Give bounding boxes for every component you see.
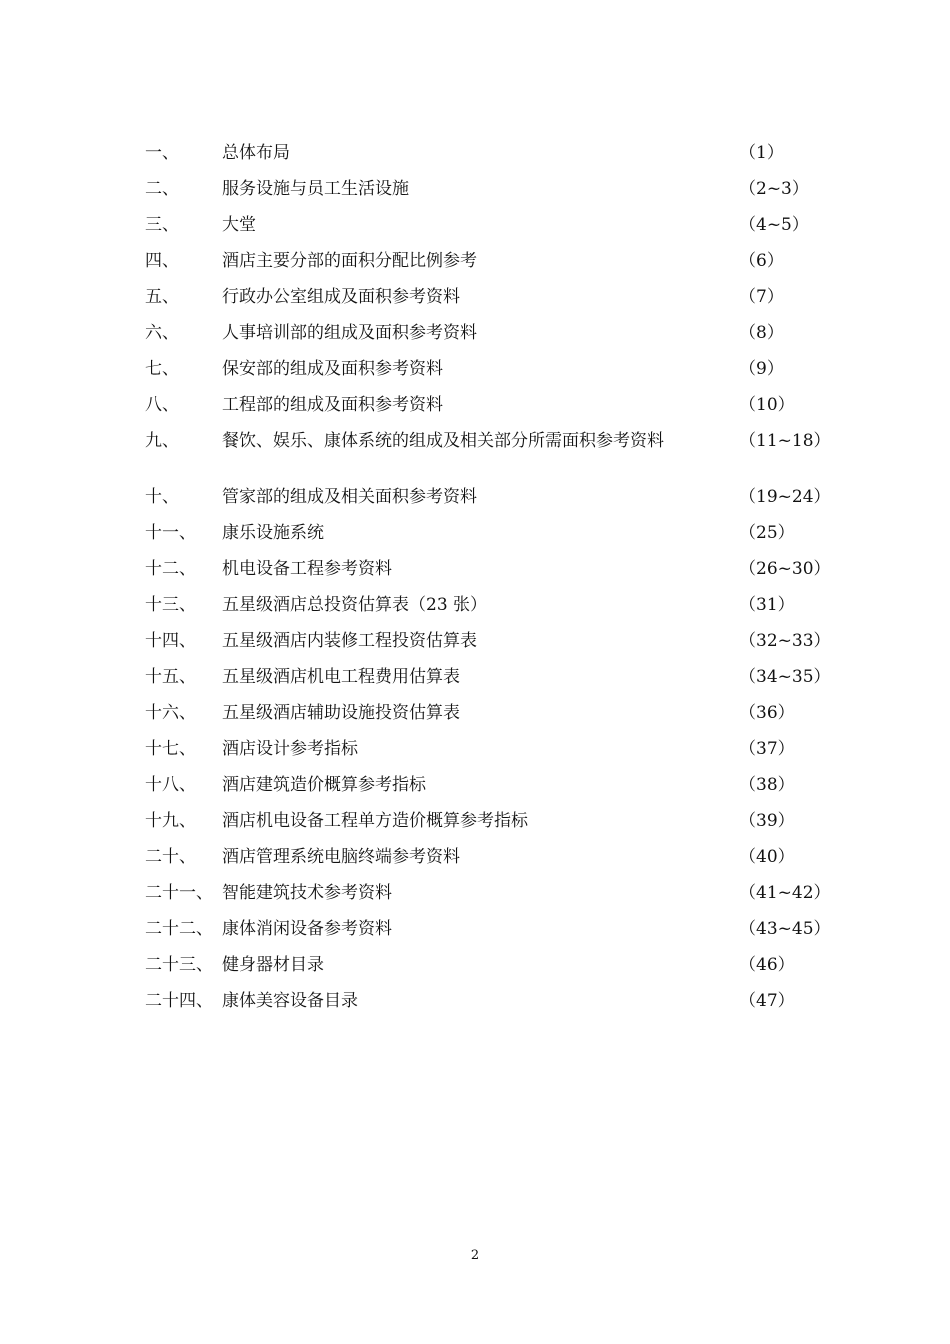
toc-entry-title: 酒店机电设备工程单方造价概算参考指标 <box>222 811 528 831</box>
toc-entry-pages: （36） <box>739 703 795 723</box>
toc-entry <box>145 875 831 911</box>
toc-entry-pages: （41~42） <box>739 883 831 903</box>
toc-entry-title: 餐饮、娱乐、康体系统的组成及相关部分所需面积参考资料 <box>222 431 664 451</box>
toc-entry <box>145 423 831 479</box>
toc-entry-title: 管家部的组成及相关面积参考资料 <box>222 487 477 507</box>
toc-entry-title: 保安部的组成及面积参考资料 <box>222 359 443 379</box>
toc-entry-number: 十一、 <box>145 523 196 543</box>
toc-entry-pages: （38） <box>739 775 795 795</box>
toc-entry-title: 大堂 <box>222 215 256 235</box>
toc-entry-number: 十二、 <box>145 559 196 579</box>
toc-entry-title: 智能建筑技术参考资料 <box>222 883 392 903</box>
toc-entry-title: 酒店建筑造价概算参考指标 <box>222 775 426 795</box>
toc-entry-number: 二十、 <box>145 847 196 867</box>
toc-entry-pages: （31） <box>739 595 795 615</box>
toc-entry <box>145 135 825 171</box>
page-number: 2 <box>470 1248 480 1263</box>
toc-entry <box>145 171 825 207</box>
toc-entry <box>145 947 825 983</box>
toc-entry-number: 十九、 <box>145 811 196 831</box>
toc-entry-number: 三、 <box>145 215 179 235</box>
toc-entry-pages: （26~30） <box>739 559 831 579</box>
toc-entry <box>145 767 825 803</box>
toc-entry <box>145 479 831 515</box>
toc-entry-number: 十七、 <box>145 739 196 759</box>
toc-entry-number: 二十三、 <box>145 955 213 975</box>
toc-entry <box>145 911 831 947</box>
toc-entry-pages: （4~5） <box>739 215 809 235</box>
toc-entry-number: 十八、 <box>145 775 196 795</box>
toc-entry-title: 五星级酒店总投资估算表（23 张） <box>222 595 488 615</box>
toc-entry-pages: （2~3） <box>739 179 809 199</box>
toc-entry <box>145 731 825 767</box>
table-of-contents <box>145 135 831 1019</box>
toc-entry-pages: （46） <box>739 955 795 975</box>
toc-entry <box>145 623 831 659</box>
toc-entry <box>145 803 825 839</box>
toc-entry-title: 五星级酒店辅助设施投资估算表 <box>222 703 460 723</box>
toc-entry <box>145 551 831 587</box>
toc-entry <box>145 387 825 423</box>
toc-entry-pages: （34~35） <box>739 667 831 687</box>
toc-entry-pages: （19~24） <box>739 487 831 507</box>
toc-entry-title: 机电设备工程参考资料 <box>222 559 392 579</box>
toc-entry-pages: （11~18） <box>739 431 831 451</box>
toc-entry <box>145 587 825 623</box>
toc-entry-pages: （37） <box>739 739 795 759</box>
toc-entry-number: 四、 <box>145 251 179 271</box>
toc-entry-pages: （9） <box>739 359 784 379</box>
toc-entry-pages: （25） <box>739 523 795 543</box>
toc-entry-number: 十五、 <box>145 667 196 687</box>
toc-entry-number: 十六、 <box>145 703 196 723</box>
toc-entry-pages: （7） <box>739 287 784 307</box>
toc-entry-pages: （47） <box>739 991 795 1011</box>
toc-entry-number: 七、 <box>145 359 179 379</box>
toc-entry-title: 康体美容设备目录 <box>222 991 358 1011</box>
toc-entry <box>145 351 825 387</box>
toc-entry <box>145 207 825 243</box>
toc-entry-pages: （40） <box>739 847 795 867</box>
toc-entry-number: 二十一、 <box>145 883 213 903</box>
toc-entry <box>145 243 825 279</box>
toc-entry-title: 酒店主要分部的面积分配比例参考 <box>222 251 477 271</box>
toc-entry-title: 工程部的组成及面积参考资料 <box>222 395 443 415</box>
toc-entry-pages: （32~33） <box>739 631 831 651</box>
toc-entry-number: 八、 <box>145 395 179 415</box>
toc-entry-pages: （43~45） <box>739 919 831 939</box>
toc-entry-number: 十三、 <box>145 595 196 615</box>
toc-entry <box>145 515 825 551</box>
toc-entry-pages: （6） <box>739 251 784 271</box>
toc-entry-number: 九、 <box>145 431 179 451</box>
toc-entry-title: 总体布局 <box>222 143 290 163</box>
toc-entry-title: 酒店管理系统电脑终端参考资料 <box>222 847 460 867</box>
toc-entry-number: 二十二、 <box>145 919 213 939</box>
toc-entry-number: 十四、 <box>145 631 196 651</box>
toc-entry-title: 五星级酒店内装修工程投资估算表 <box>222 631 477 651</box>
toc-entry-title: 健身器材目录 <box>222 955 324 975</box>
toc-entry-pages: （1） <box>739 143 784 163</box>
toc-entry-number: 二、 <box>145 179 179 199</box>
toc-entry-number: 六、 <box>145 323 179 343</box>
toc-entry-title: 酒店设计参考指标 <box>222 739 358 759</box>
toc-entry-pages: （10） <box>739 395 795 415</box>
toc-entry-title: 行政办公室组成及面积参考资料 <box>222 287 460 307</box>
toc-entry-pages: （8） <box>739 323 784 343</box>
toc-entry-title: 康乐设施系统 <box>222 523 324 543</box>
toc-entry-title: 服务设施与员工生活设施 <box>222 179 409 199</box>
toc-entry <box>145 315 825 351</box>
toc-entry-title: 人事培训部的组成及面积参考资料 <box>222 323 477 343</box>
toc-entry-number: 一、 <box>145 143 179 163</box>
toc-entry-number: 二十四、 <box>145 991 213 1011</box>
toc-entry-number: 十、 <box>145 487 179 507</box>
toc-entry-title: 康体消闲设备参考资料 <box>222 919 392 939</box>
toc-entry-title: 五星级酒店机电工程费用估算表 <box>222 667 460 687</box>
toc-entry <box>145 659 831 695</box>
toc-entry-pages: （39） <box>739 811 795 831</box>
toc-entry-number: 五、 <box>145 287 179 307</box>
toc-entry <box>145 983 825 1019</box>
toc-entry <box>145 279 825 315</box>
toc-entry <box>145 839 825 875</box>
toc-entry <box>145 695 825 731</box>
